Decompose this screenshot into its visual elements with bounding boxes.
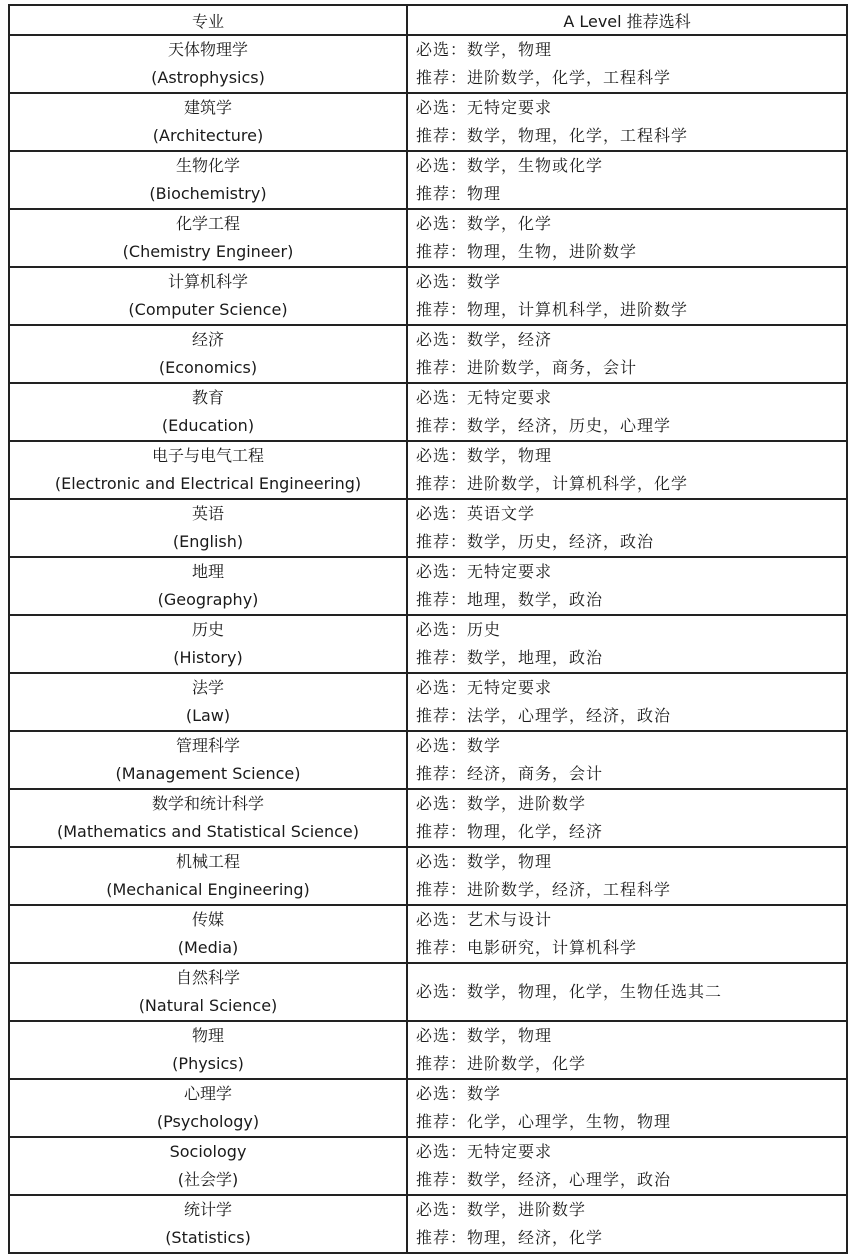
required-subjects: 必选：无特定要求 <box>416 98 553 117</box>
major-name-secondary: (Biochemistry) <box>149 184 267 203</box>
major-cell <box>9 267 407 325</box>
subject-requirements-cell <box>407 789 847 847</box>
major-cell <box>9 1137 407 1195</box>
recommended-subjects: 推荐：数学，经济，心理学，政治 <box>416 1170 672 1189</box>
major-name-secondary: (Chemistry Engineer) <box>122 242 294 261</box>
required-subjects: 必选：历史 <box>416 620 502 639</box>
table-row <box>9 673 847 731</box>
major-cell <box>9 1195 407 1253</box>
major-cell <box>9 731 407 789</box>
recommended-subjects: 推荐：电影研究，计算机科学 <box>416 938 638 957</box>
recommended-subjects: 推荐：进阶数学，计算机科学，化学 <box>416 474 689 493</box>
recommended-subjects: 推荐：数学，物理，化学，工程科学 <box>416 126 689 145</box>
table-row <box>9 499 847 557</box>
table-row <box>9 1195 847 1253</box>
major-name-secondary: (Management Science) <box>115 764 301 783</box>
table-row <box>9 1021 847 1079</box>
table-row <box>9 325 847 383</box>
major-name-primary: 物理 <box>191 1026 224 1045</box>
major-cell <box>9 499 407 557</box>
major-name-primary: 教育 <box>191 388 224 407</box>
header-major: 专业 <box>9 5 407 35</box>
subject-requirements-cell <box>407 267 847 325</box>
table-row <box>9 441 847 499</box>
required-subjects: 必选：无特定要求 <box>416 1142 553 1161</box>
table-row <box>9 151 847 209</box>
major-name-secondary: (Statistics) <box>165 1228 251 1247</box>
major-cell <box>9 1021 407 1079</box>
subject-requirements-cell <box>407 383 847 441</box>
table-row <box>9 847 847 905</box>
required-subjects: 必选：数学，物理 <box>416 852 553 871</box>
recommended-subjects: 推荐：数学，地理，政治 <box>416 648 604 667</box>
major-cell <box>9 963 407 1021</box>
subject-requirements-cell <box>407 615 847 673</box>
table-row <box>9 789 847 847</box>
major-cell <box>9 383 407 441</box>
subject-requirements-cell <box>407 1079 847 1137</box>
required-subjects: 必选：数学，物理，化学，生物任选其二 <box>416 982 723 1001</box>
subject-requirements-cell <box>407 151 847 209</box>
major-name-secondary: (Media) <box>177 938 239 957</box>
major-name-secondary: (Education) <box>161 416 255 435</box>
required-subjects: 必选：数学，物理 <box>416 40 553 59</box>
major-name-primary: 传媒 <box>191 910 224 929</box>
major-cell <box>9 905 407 963</box>
major-name-secondary: (History) <box>173 648 243 667</box>
major-cell <box>9 209 407 267</box>
required-subjects: 必选：数学，物理 <box>416 1026 553 1045</box>
major-name-secondary: (English) <box>172 532 244 551</box>
subject-requirements-cell <box>407 557 847 615</box>
required-subjects: 必选：数学，化学 <box>416 214 553 233</box>
required-subjects: 必选：无特定要求 <box>416 388 553 407</box>
table-row <box>9 267 847 325</box>
required-subjects: 必选：英语文学 <box>416 504 536 523</box>
required-subjects: 必选：数学，进阶数学 <box>416 794 587 813</box>
recommended-subjects: 推荐：进阶数学，化学，工程科学 <box>416 68 672 87</box>
required-subjects: 必选：数学，生物或化学 <box>416 156 604 175</box>
major-name-primary: 经济 <box>191 330 224 349</box>
subject-requirements-cell <box>407 35 847 93</box>
recommended-subjects: 推荐：物理，计算机科学，进阶数学 <box>416 300 689 319</box>
subject-requirements-cell <box>407 209 847 267</box>
major-name-primary: 生物化学 <box>175 156 240 175</box>
major-name-primary: 自然科学 <box>175 968 240 987</box>
header-recommended-subjects: A Level 推荐选科 <box>407 5 847 35</box>
table-row <box>9 383 847 441</box>
recommended-subjects: 推荐：数学，经济，历史，心理学 <box>416 416 672 435</box>
subject-requirements-cell <box>407 963 847 1021</box>
required-subjects: 必选：无特定要求 <box>416 678 553 697</box>
major-name-secondary: (社会学) <box>177 1170 239 1189</box>
major-name-secondary: (Electronic and Electrical Engineering) <box>54 474 362 493</box>
table-row <box>9 1079 847 1137</box>
major-name-primary: 电子与电气工程 <box>151 446 264 465</box>
recommended-subjects: 推荐：化学，心理学，生物，物理 <box>416 1112 672 1131</box>
required-subjects: 必选：无特定要求 <box>416 562 553 581</box>
major-name-secondary: (Law) <box>185 706 231 725</box>
major-name-secondary: (Mathematics and Statistical Science) <box>56 822 360 841</box>
major-cell <box>9 1079 407 1137</box>
subject-requirements-cell <box>407 847 847 905</box>
subject-requirements-cell <box>407 441 847 499</box>
major-name-secondary: (Mechanical Engineering) <box>106 880 310 899</box>
major-cell <box>9 151 407 209</box>
major-name-primary: 建筑学 <box>183 98 232 117</box>
table-row <box>9 615 847 673</box>
recommended-subjects: 推荐：数学，历史，经济，政治 <box>416 532 655 551</box>
table-row <box>9 905 847 963</box>
major-name-primary: 历史 <box>191 620 224 639</box>
major-name-primary: Sociology <box>169 1142 247 1161</box>
table-row <box>9 209 847 267</box>
required-subjects: 必选：数学，经济 <box>416 330 553 349</box>
major-name-primary: 管理科学 <box>175 736 240 755</box>
required-subjects: 必选：数学 <box>416 1084 502 1103</box>
recommended-subjects: 推荐：物理 <box>416 184 502 203</box>
required-subjects: 必选：数学，物理 <box>416 446 553 465</box>
major-cell <box>9 557 407 615</box>
required-subjects: 必选：数学 <box>416 736 502 755</box>
table-row <box>9 731 847 789</box>
major-cell <box>9 93 407 151</box>
required-subjects: 必选：数学 <box>416 272 502 291</box>
table-row <box>9 1137 847 1195</box>
recommended-subjects: 推荐：进阶数学，商务，会计 <box>416 358 638 377</box>
table-body <box>9 35 847 1253</box>
major-name-secondary: (Physics) <box>172 1054 244 1073</box>
recommended-subjects: 推荐：物理，生物，进阶数学 <box>416 242 638 261</box>
table-row <box>9 557 847 615</box>
major-name-secondary: (Geography) <box>157 590 259 609</box>
recommended-subjects: 推荐：物理，化学，经济 <box>416 822 604 841</box>
recommended-subjects: 推荐：进阶数学，化学 <box>416 1054 587 1073</box>
major-name-secondary: (Psychology) <box>156 1112 260 1131</box>
major-cell <box>9 325 407 383</box>
table-row <box>9 93 847 151</box>
major-name-secondary: (Natural Science) <box>138 996 278 1015</box>
subject-requirements-cell <box>407 1021 847 1079</box>
subject-requirements-cell <box>407 1195 847 1253</box>
subject-requirements-cell <box>407 905 847 963</box>
major-name-secondary: (Architecture) <box>152 126 264 145</box>
subject-requirements-cell <box>407 499 847 557</box>
major-name-secondary: (Economics) <box>158 358 258 377</box>
table-header-row <box>9 5 847 35</box>
major-name-secondary: (Astrophysics) <box>151 68 265 87</box>
major-name-secondary: (Computer Science) <box>128 300 288 319</box>
required-subjects: 必选：艺术与设计 <box>416 910 553 929</box>
subject-requirements-cell <box>407 325 847 383</box>
major-name-primary: 心理学 <box>183 1084 232 1103</box>
major-name-primary: 地理 <box>191 562 224 581</box>
major-name-primary: 天体物理学 <box>167 40 248 59</box>
recommended-subjects: 推荐：进阶数学，经济，工程科学 <box>416 880 672 899</box>
recommended-subjects: 推荐：法学，心理学，经济，政治 <box>416 706 672 725</box>
major-name-primary: 机械工程 <box>175 852 240 871</box>
major-cell <box>9 615 407 673</box>
major-cell <box>9 789 407 847</box>
subject-requirements-cell <box>407 1137 847 1195</box>
major-cell <box>9 35 407 93</box>
major-name-primary: 英语 <box>191 504 224 523</box>
a-level-table-sheet <box>8 4 846 1254</box>
major-cell <box>9 673 407 731</box>
major-name-primary: 数学和统计科学 <box>151 794 264 813</box>
major-name-primary: 法学 <box>191 678 224 697</box>
table-row <box>9 35 847 93</box>
subject-requirements-cell <box>407 93 847 151</box>
major-name-primary: 化学工程 <box>175 214 240 233</box>
required-subjects: 必选：数学，进阶数学 <box>416 1200 587 1219</box>
major-cell <box>9 441 407 499</box>
subject-requirements-cell <box>407 731 847 789</box>
major-cell <box>9 847 407 905</box>
a-level-subject-table <box>8 4 848 1254</box>
recommended-subjects: 推荐：物理，经济，化学 <box>416 1228 604 1247</box>
subject-requirements-cell <box>407 673 847 731</box>
recommended-subjects: 推荐：经济，商务，会计 <box>416 764 604 783</box>
table-row <box>9 963 847 1021</box>
major-name-primary: 统计学 <box>183 1200 232 1219</box>
recommended-subjects: 推荐：地理，数学，政治 <box>416 590 604 609</box>
major-name-primary: 计算机科学 <box>167 272 248 291</box>
